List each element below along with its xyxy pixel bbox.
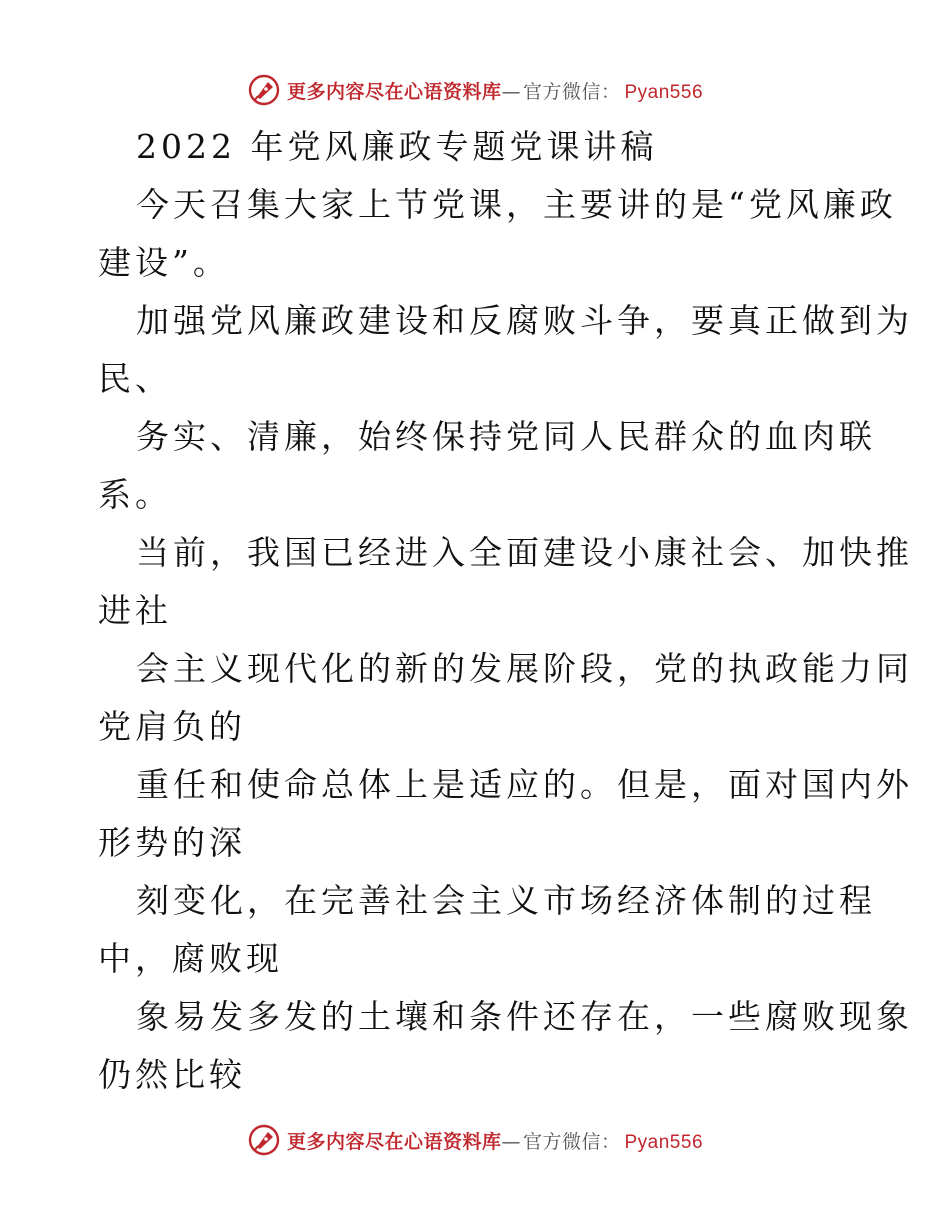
paragraph-line: 刻变化，在完善社会主义市场经济体制的过程 [136, 881, 876, 920]
paragraph-line: 会主义现代化的新的发展阶段，党的执政能力同 [136, 649, 913, 688]
banner-wechat-label: 官方微信： [522, 1130, 621, 1153]
banner-separator: — [501, 80, 521, 103]
paragraph-line: 党肩负的 [98, 707, 246, 746]
paragraph-line: 象易发多发的土壤和条件还存在，一些腐败现象 [136, 997, 913, 1036]
paragraph-line: 务实、清廉，始终保持党同人民群众的血肉联 [136, 417, 876, 456]
paragraph-line: 进社 [98, 591, 172, 630]
paragraph-line: 仍然比较 [98, 1055, 246, 1094]
banner-separator: — [501, 1130, 521, 1153]
paragraph-line: 建设”。 [98, 243, 230, 282]
paragraph-line: 系。 [98, 475, 172, 514]
banner-wechat-id: Pyan556 [624, 1131, 704, 1153]
pen-nib-logo-icon [247, 73, 281, 107]
banner-wechat-id: Pyan556 [624, 81, 704, 103]
document-title: 2022 年党风廉政专题党课讲稿 [136, 127, 658, 166]
pen-nib-logo-icon [247, 1123, 281, 1157]
banner-wechat-label: 官方微信： [522, 80, 621, 103]
header-banner [0, 70, 950, 110]
paragraph-line: 重任和使命总体上是适应的。但是，面对国内外 [136, 765, 913, 804]
banner-text [287, 1127, 703, 1154]
paragraph-line: 今天召集大家上节党课，主要讲的是“党风廉政 [136, 185, 897, 224]
footer-banner [0, 1120, 950, 1160]
document-body [98, 118, 913, 1104]
paragraph-line: 民、 [98, 359, 172, 398]
paragraph-line: 当前，我国已经进入全面建设小康社会、加快推 [136, 533, 913, 572]
banner-text [287, 77, 703, 104]
banner-main-text: 更多内容尽在心语资料库 [286, 1130, 502, 1153]
paragraph-line: 形势的深 [98, 823, 246, 862]
paragraph-line: 中，腐败现 [98, 939, 283, 978]
banner-main-text: 更多内容尽在心语资料库 [286, 80, 502, 103]
paragraph-line: 加强党风廉政建设和反腐败斗争，要真正做到为 [136, 301, 913, 340]
